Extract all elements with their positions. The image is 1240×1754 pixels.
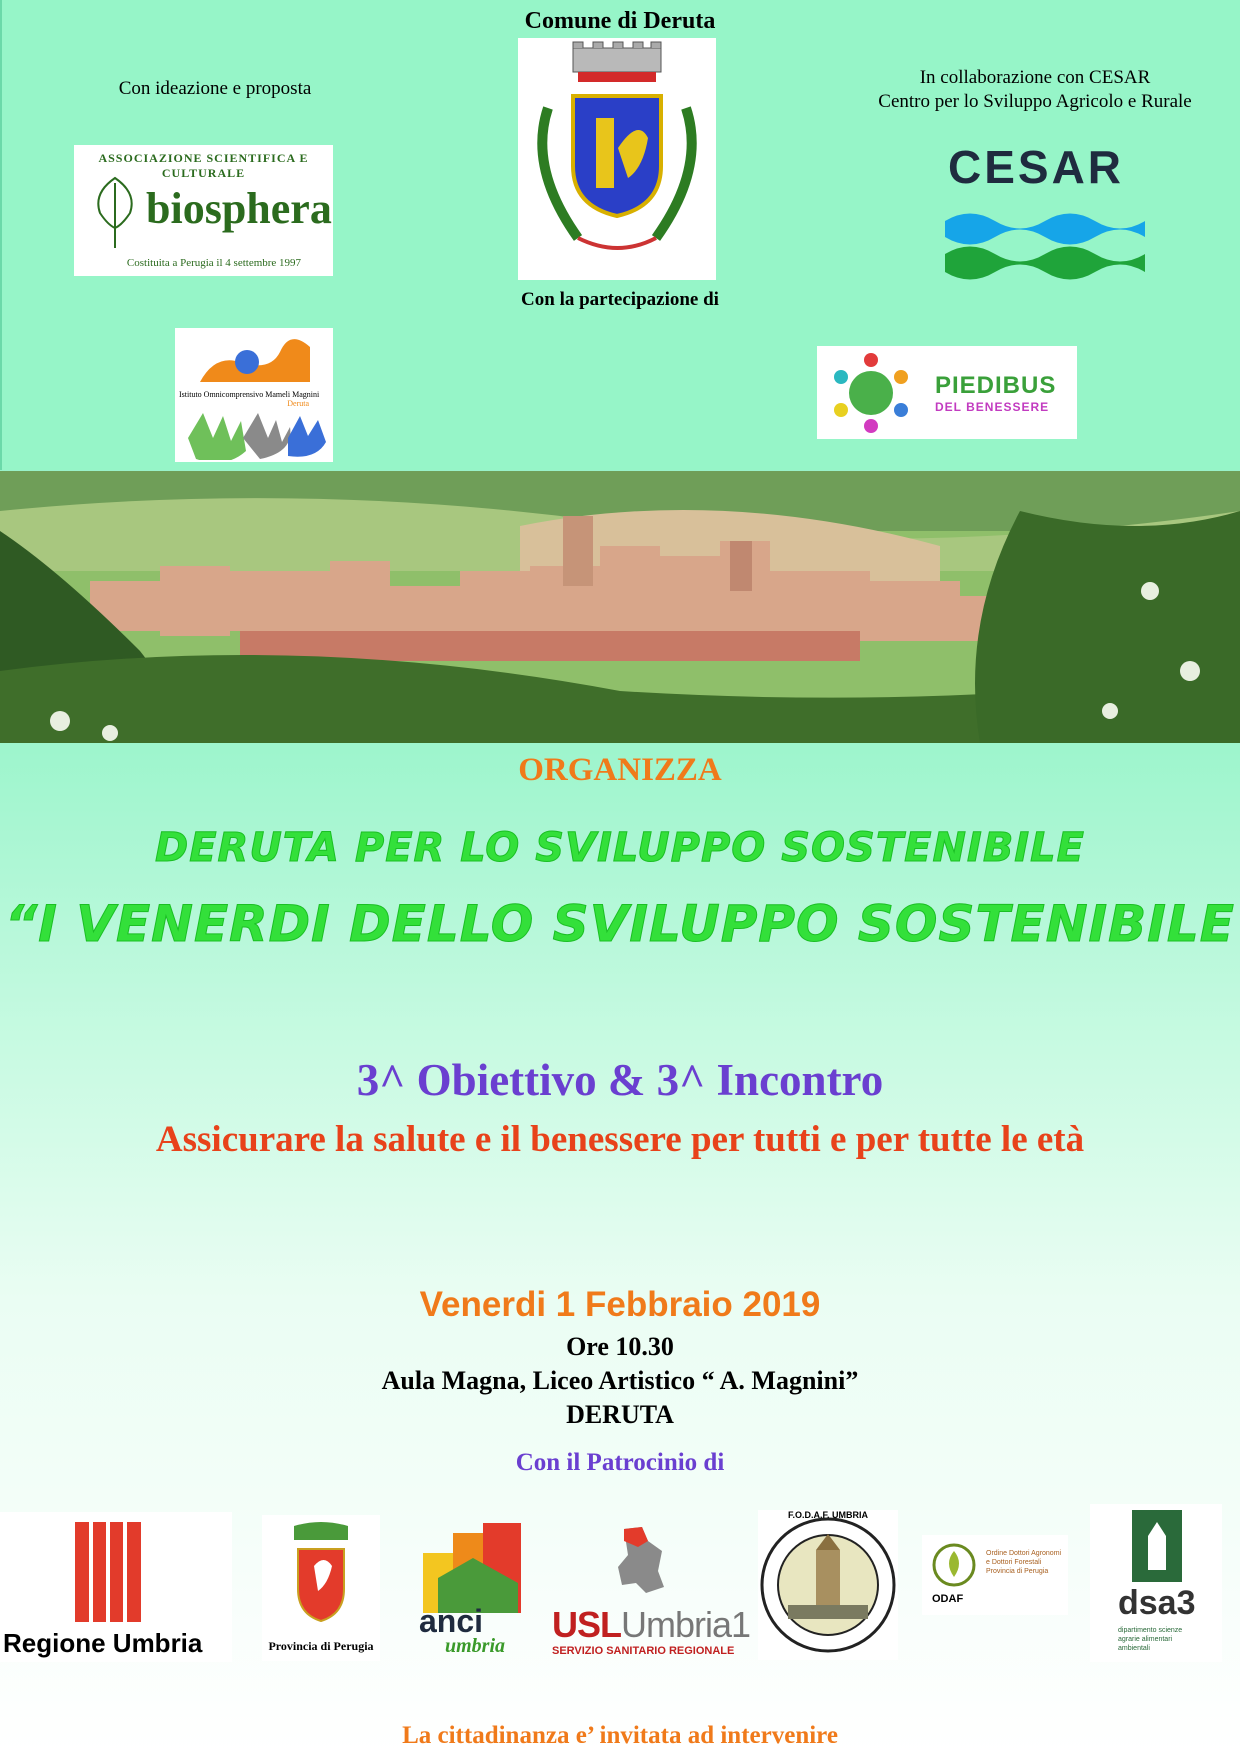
provincia-crest-icon <box>284 1521 358 1625</box>
odaf-sub: Ordine Dottori Agronomi e Dottori Forestali Provincia di Perugia <box>986 1550 1062 1575</box>
collaborazione-line-1: In collaborazione con CESAR <box>919 67 1151 88</box>
cesar-name: CESAR <box>948 141 1125 193</box>
anci-sub: umbria <box>445 1635 506 1657</box>
regione-umbria-logo <box>0 1512 232 1662</box>
piedibus-name: PIEDIBUS <box>935 372 1057 399</box>
anci-umbria-logo <box>415 1523 535 1661</box>
ideazione-label: Con ideazione e proposta <box>118 78 312 99</box>
tema-label: Assicurare la salute e il benessere per tutti e per tutte le età <box>155 1119 1085 1160</box>
istituto-city: Deruta <box>287 399 309 408</box>
event-venue: Aula Magna, Liceo Artistico “ A. Magnini” <box>381 1366 859 1395</box>
waves-icon <box>940 196 1160 286</box>
event-time: Ore 10.30 <box>566 1332 674 1361</box>
odaf-leaf-icon <box>930 1541 978 1589</box>
piedibus-logo <box>817 346 1077 439</box>
organizza-label: ORGANIZZA <box>518 752 722 788</box>
patrocinio-label: Con il Patrocinio di <box>515 1449 725 1476</box>
cesar-logo <box>940 140 1160 280</box>
usl-umbria-logo <box>550 1520 751 1660</box>
biosphera-name: biosphera <box>146 184 332 233</box>
children-circle-icon <box>829 352 913 434</box>
leaf-icon <box>90 173 140 253</box>
dsa3-logo <box>1090 1504 1222 1662</box>
regione-emblem-icon <box>75 1522 141 1622</box>
anci-towers-icon <box>423 1523 533 1613</box>
partecipazione-label: Con la partecipazione di <box>521 289 719 310</box>
dsa3-tower-icon <box>1132 1510 1182 1582</box>
deruta-coat-of-arms <box>518 38 716 280</box>
fodaf-logo <box>758 1510 898 1660</box>
collaborazione-line-2: Centro per lo Sviluppo Agricolo e Rurale <box>878 91 1192 112</box>
obiettivo-label: 3^ Obiettivo & 3^ Incontro <box>356 1055 884 1105</box>
event-title-1: DERUTA PER LO SVILUPPO SOSTENIBILE <box>155 825 1085 871</box>
piedibus-sub: DEL BENESSERE <box>935 400 1050 414</box>
dsa3-sub: dipartimento scienze agrarie alimentari ambientali <box>1118 1627 1183 1652</box>
usl-sub: SERVIZIO SANITARIO REGIONALE <box>552 1645 735 1657</box>
odaf-label: ODAF <box>932 1593 964 1605</box>
event-city: DERUTA <box>566 1400 674 1429</box>
provincia-label: Provincia di Perugia <box>268 1639 374 1653</box>
dsa3-label: dsa3 <box>1118 1584 1196 1622</box>
istituto-logo <box>175 328 333 462</box>
biosphera-top-text: ASSOCIAZIONE SCIENTIFICA E CULTURALE <box>98 151 309 180</box>
provincia-perugia-logo <box>262 1515 380 1661</box>
deruta-landscape-photo <box>0 471 1240 743</box>
event-title-2: “I VENERDI DELLO SVILUPPO SOSTENIBILE <box>5 895 1235 953</box>
biosphera-sub: Costituita a Perugia il 4 settembre 1997 <box>126 257 302 269</box>
usl-title: USLUmbria1 <box>552 1604 751 1645</box>
invito-label: La cittadinanza e’ invitata ad intervenire <box>402 1722 838 1749</box>
comune-title: Comune di Deruta <box>524 8 716 34</box>
fodaf-label: F.O.D.A.F. UMBRIA <box>788 1510 868 1520</box>
istituto-name: Istituto Omnicomprensivo Mameli Magnini Deruta <box>179 390 329 408</box>
hands-icon <box>183 408 333 460</box>
biosphera-logo <box>74 145 333 276</box>
fish-icon <box>185 332 325 392</box>
umbria-map-icon <box>614 1524 668 1596</box>
anci-label: anci <box>419 1603 484 1639</box>
odaf-logo <box>922 1535 1068 1615</box>
regione-label: Regione Umbria <box>3 1628 203 1658</box>
collaborazione-label <box>840 66 1230 114</box>
event-date: Venerdi 1 Febbraio 2019 <box>419 1285 821 1324</box>
